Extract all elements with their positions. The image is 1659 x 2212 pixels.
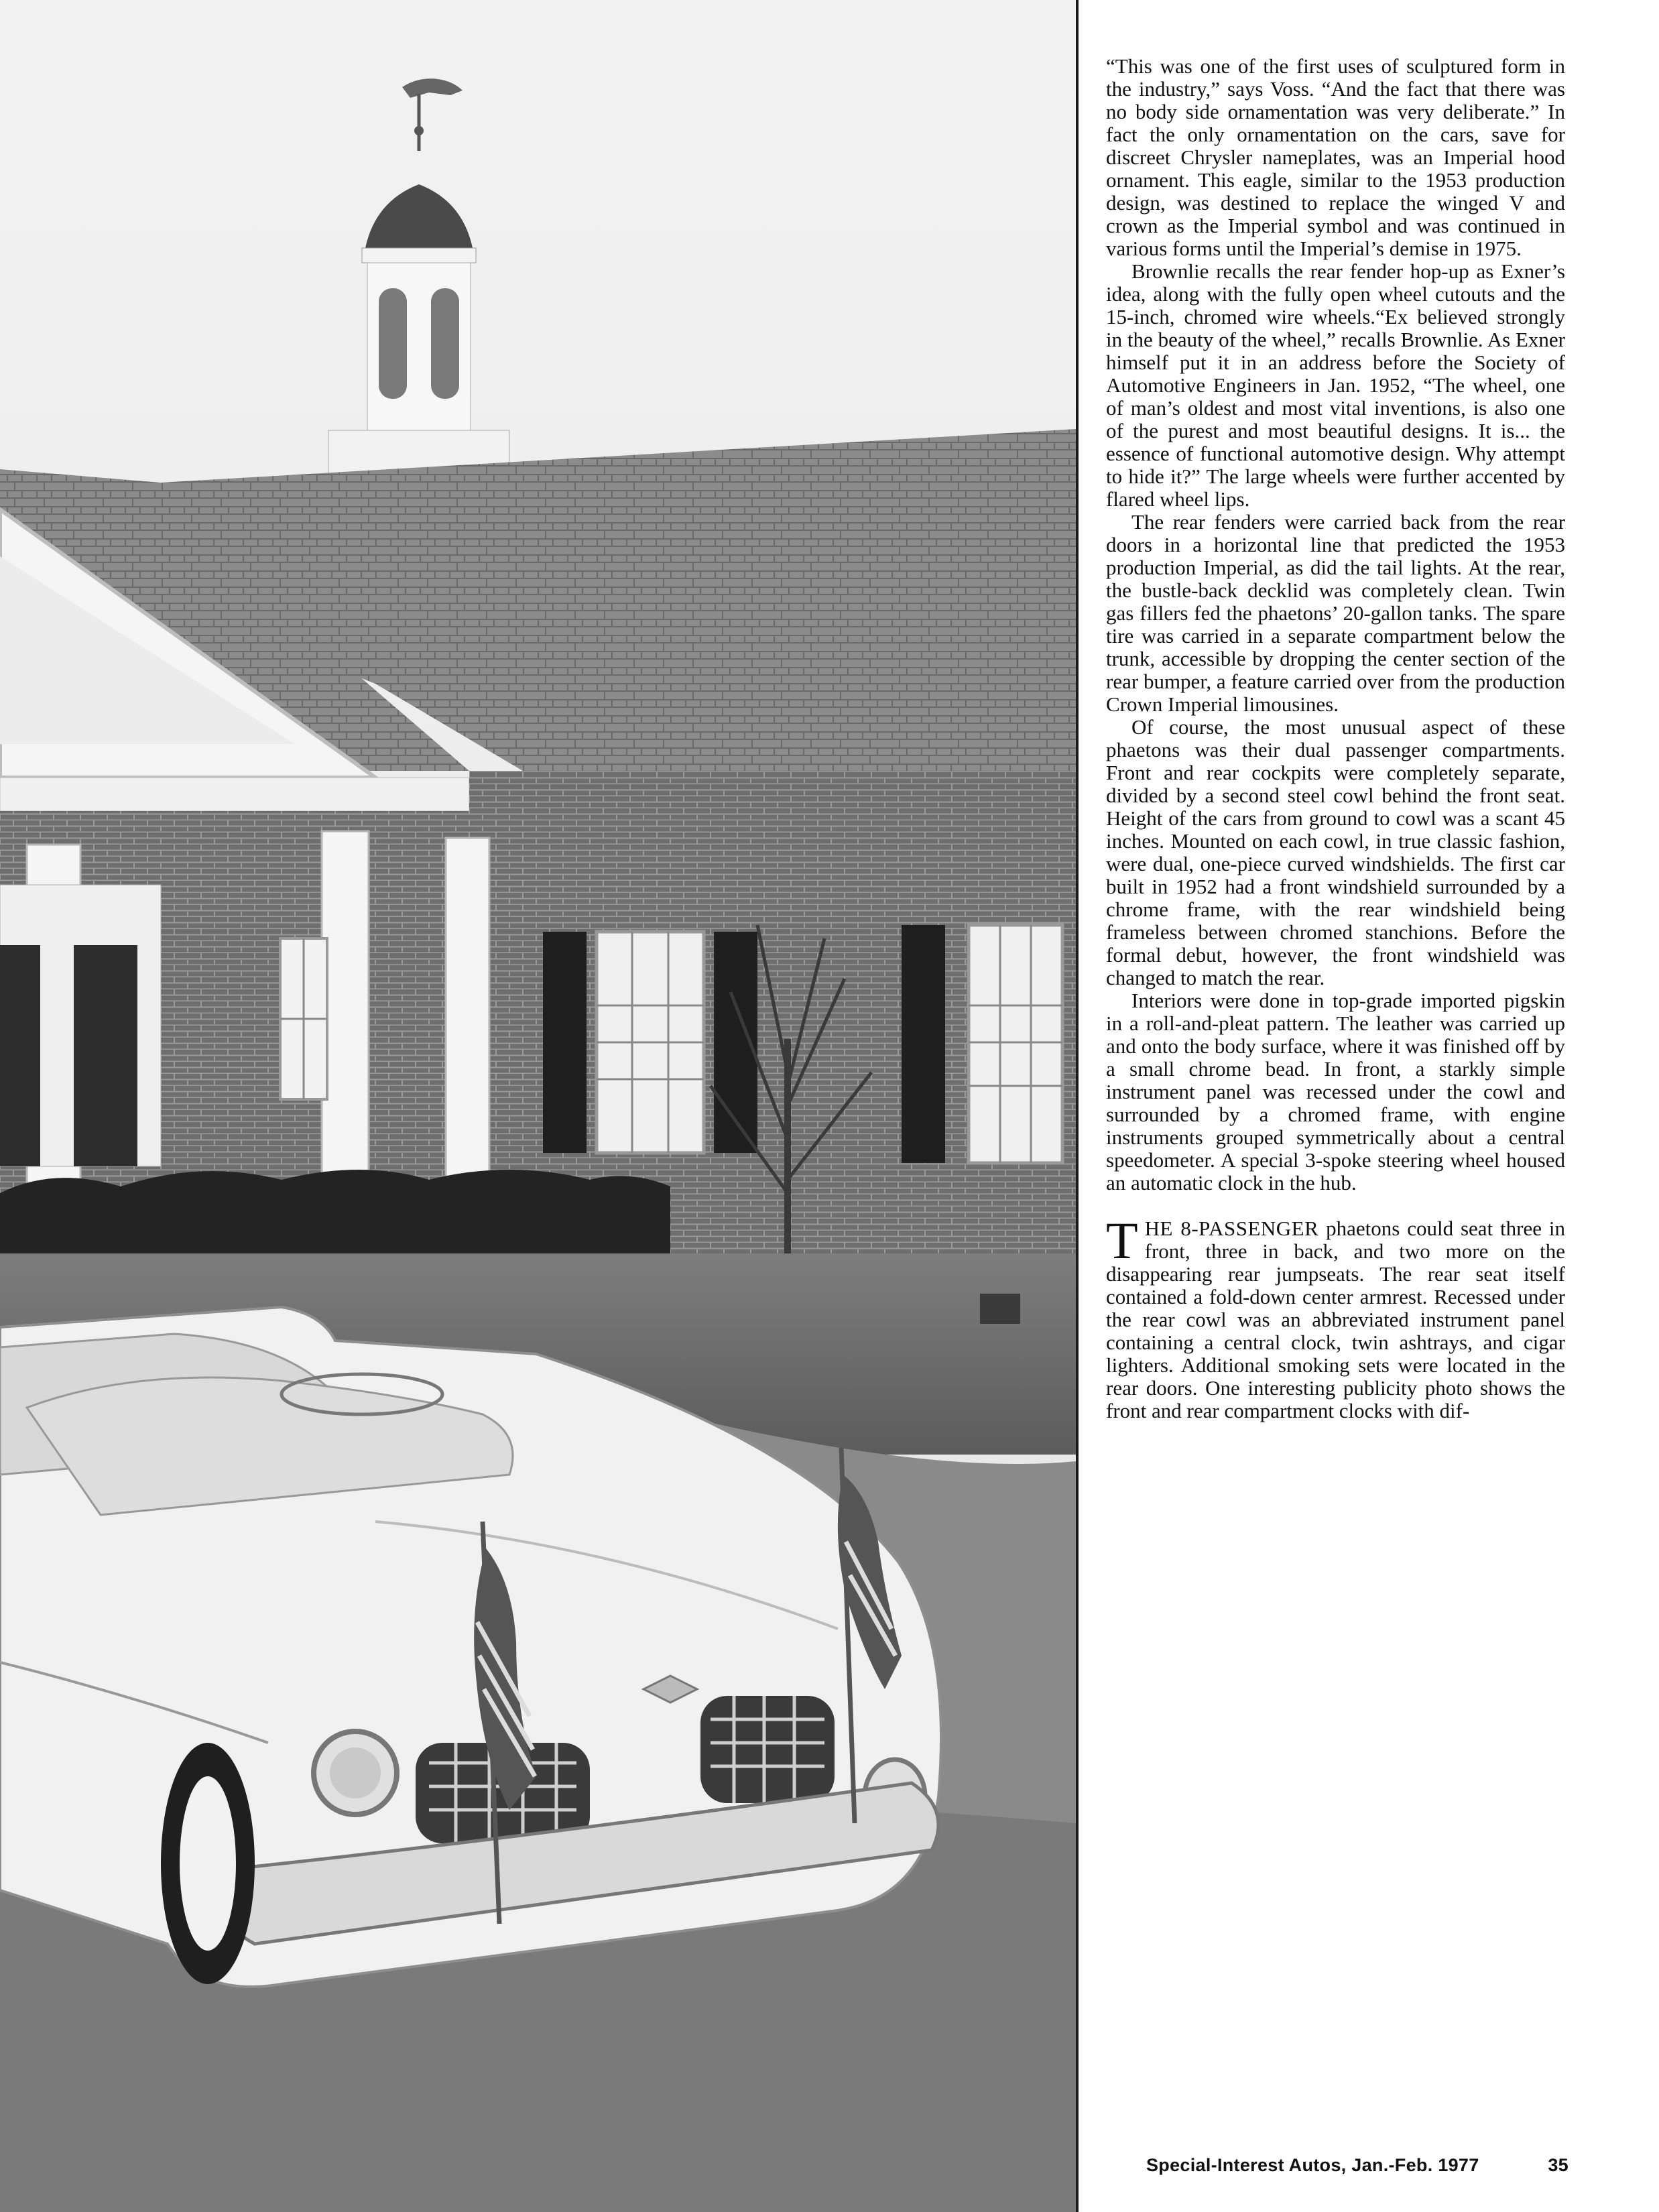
paragraph-5: Interiors were done in top-grade imported pigskin in a roll-and-pleat pattern. The leather was carried up and onto the body surface, where it was finished off by a small chrome bead. In front, a starkly simple instrument panel was recessed under the cowl and surrounded by a chromed frame, with engine instruments grouped symmetrically about a central speedometer. A special 3-spoke steering wheel housed an automatic clock in the hub. xyxy=(1106,989,1565,1194)
section-lead: HE 8-PASSENGER xyxy=(1144,1217,1319,1240)
paragraph-1: “This was one of the first uses of sculptured form in the industry,” says Voss. “And the fact that there was no body side ornamentation was very deliberate.” In fact the only ornamentation on the cars, save for discreet Chrysler nameplates, was an Imperial hood ornament. This eagle, similar to the 1953 production design, was destined to replace the winged V and crown as the Imperial symbol and was continued in various forms until the Imperial’s demise in 1975. xyxy=(1106,54,1565,260)
column-divider xyxy=(1076,0,1079,2212)
page-number: 35 xyxy=(1548,2155,1569,2175)
page-footer xyxy=(1146,2155,1569,2176)
publication-credit: Special-Interest Autos, Jan.-Feb. 1977 xyxy=(1146,2155,1479,2175)
window-left xyxy=(280,938,327,1099)
paragraph-4: Of course, the most unusual aspect of these phaetons was their dual passenger compartments. Front and rear cockpits were completely separate, divided by a second steel cowl behind the front seat. Height of the cars from ground to cowl was a scant 45 inches. Mounted on each cowl, in true classic fashion, were dual, one-piece curved windshields. The first car built in 1952 had a front windshield surrounded by a chrome frame, with the rear windshield being frameless between chromed stanchions. Before the formal debut, however, the front windshield was changed to match the rear. xyxy=(1106,715,1565,989)
window-center xyxy=(543,932,757,1153)
section-text: phaetons could seat three in front, three in back, and two more on the disappearing rear jumpseats. The rear seat itself contained a fold-down center armrest. Recessed under the rear cowl was an abbreviated instrument panel containing a central clock, twin ashtrays, and cigar lighters. Additional smoking sets were located in the rear doors. One interesting publicity photo shows the front and rear compartment clocks with dif- xyxy=(1106,1217,1565,1422)
paragraph-2: Brownlie recalls the rear fender hop-up as Exner’s idea, along with the fully open wheel cutouts and the 15-inch, chromed wire wheels.“Ex believed strongly in the beauty of the wheel,” recalls Brownlie. As Exner himself put it in an address before the Society of Automotive Engineers in Jan. 1952, “The wheel, one of man’s oldest and most vital inventions, is also one of the purest and most beautiful designs. It is... the essence of functional automotive design. Why attempt to hide it?” The large wheels were further accented by flared wheel lips. xyxy=(1106,259,1565,511)
article-column xyxy=(1106,55,1565,1422)
paragraph-3: The rear fenders were carried back from the rear doors in a horizontal line that predicted the 1953 production Imperial, as did the tail lights. At the rear, the bustle-back decklid was completely clean. Twin gas fillers fed the phaetons’ 20-gallon tanks. The spare tire was carried in a separate compartment below the trunk, accessible by dropping the center section of the rear bumper, a feature carried over from the production Crown Imperial limousines. xyxy=(1106,510,1565,716)
drop-cap: T xyxy=(1106,1211,1138,1270)
section-paragraph xyxy=(1106,1211,1565,1422)
window-right xyxy=(902,925,1062,1163)
